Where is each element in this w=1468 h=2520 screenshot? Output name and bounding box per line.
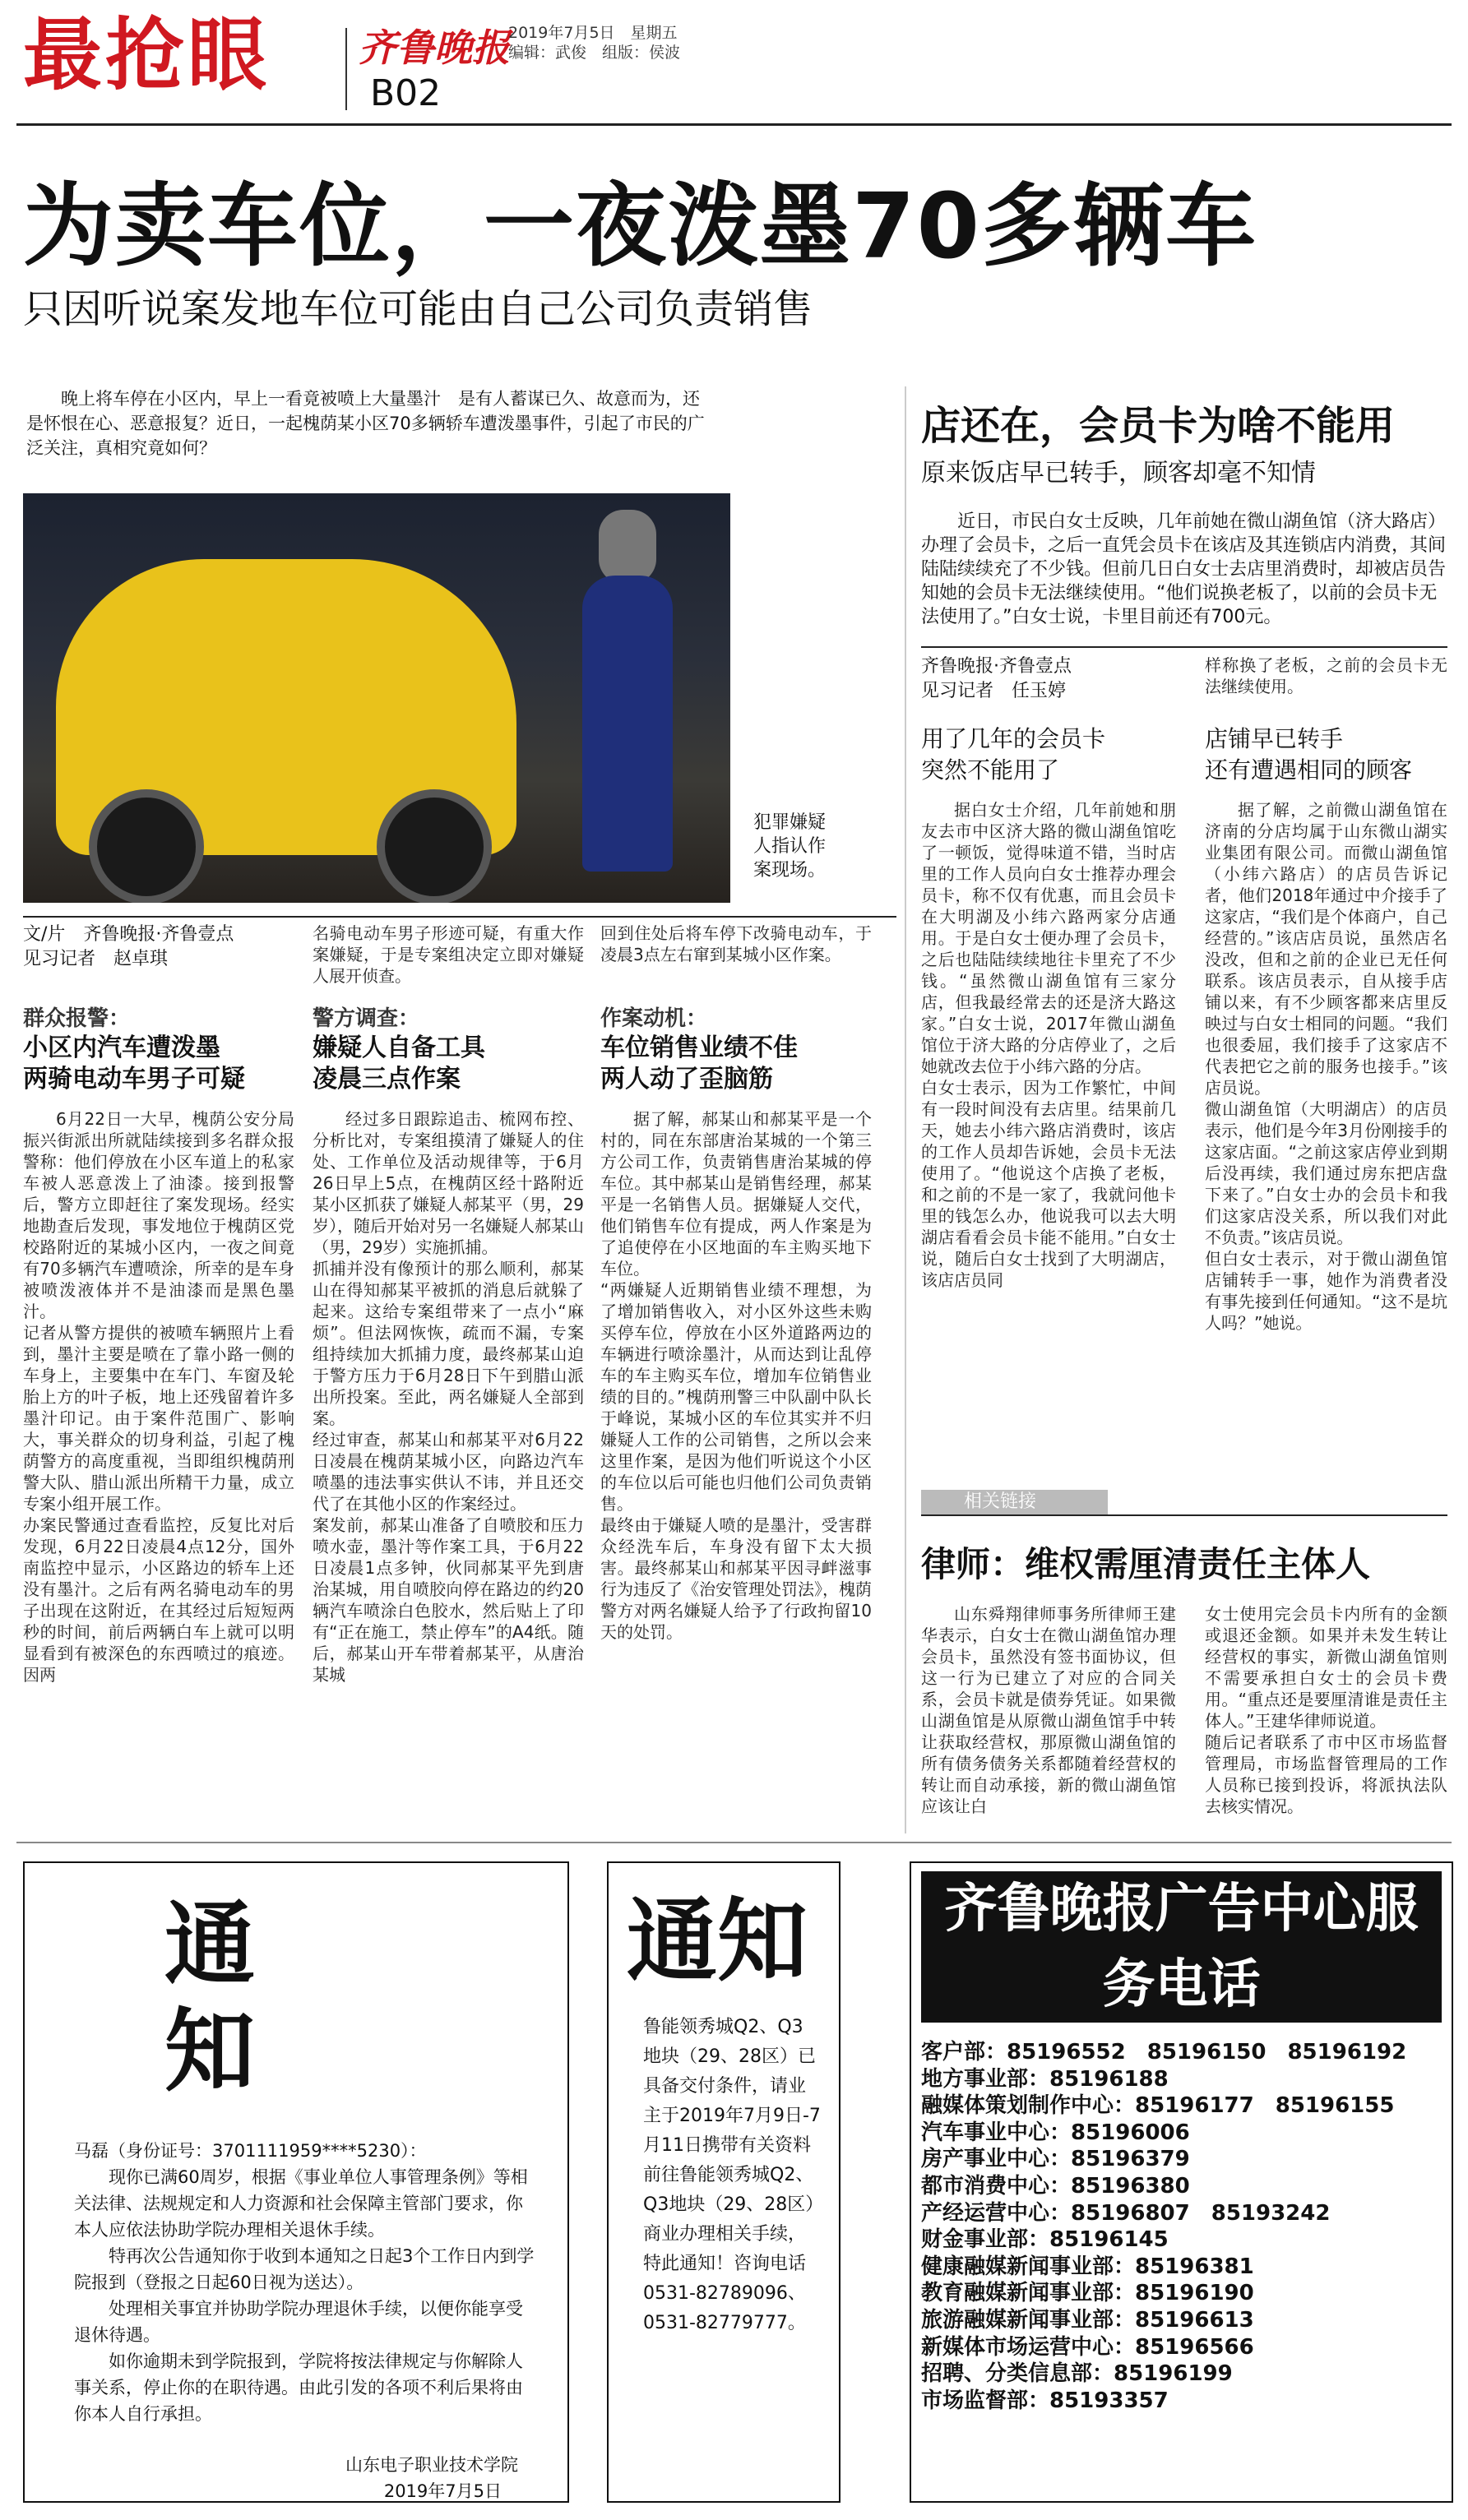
byline-line: 齐鲁晚报·齐鲁壹点	[921, 656, 1072, 677]
notice-box-1	[23, 1861, 569, 2503]
story-intro: 晚上将车停在小区内，早上一看竟被喷上大量墨汁 是有人蓄谋已久、故意而为，还是怀恨在心、恶意报复？近日，一起槐荫某小区70多辆轿车遭泼墨事件，引起了市民的广泛关注，真相究竟如何？	[26, 389, 705, 458]
divider	[921, 1514, 1447, 1516]
suspect-head-blurred	[599, 510, 656, 584]
notice-body	[25, 2105, 567, 2504]
side-story-title: 店还在，会员卡为啥不能用	[921, 403, 1396, 449]
main-headline: 为卖车位，一夜泼墨70多辆车	[23, 173, 1258, 279]
ad-phone-line: 财金事业部：85196145	[921, 2227, 1169, 2253]
column-kicker: 作案动机：	[600, 1006, 708, 1031]
editor-credit: 编辑：武俊 组版：侯波	[508, 44, 681, 62]
ad-phone-line: 地方事业部：85196188	[921, 2066, 1169, 2092]
column-lead: 名骑电动车男子形迹可疑，有重大作案嫌疑，于是专案组决定立即对嫌疑人展开侦查。	[313, 923, 584, 986]
column-title: 嫌疑人自备工具 凌晨三点作案	[313, 1033, 485, 1094]
suspect-figure	[582, 576, 673, 872]
ad-phone-line: 市场监督部：85193357	[921, 2388, 1169, 2413]
masthead-meta	[508, 23, 680, 62]
ad-section-rule	[16, 1842, 1452, 1843]
side-right-lead: 样称换了老板，之前的会员卡无法继续使用。	[1205, 655, 1447, 696]
byline-line: 文/片 齐鲁晚报·齐鲁壹点	[23, 924, 234, 945]
column-kicker: 群众报警：	[23, 1006, 131, 1031]
story-column-3	[600, 922, 872, 1643]
ad-phone-line: 产经运营中心：85196807 85193242	[921, 2200, 1331, 2226]
lawyer-text-right: 女士使用完会员卡内所有的金额或退还金额。如果并未发生转让经营权的事实，新微山湖鱼馆则不需要承担白女士的会员卡费用。“重点还是要厘清谁是责任主体人。”王建华律师说道。 随后记者联系了市中区市场监督管理局，市场监督管理局的工作人员称已接到投诉，将派执法队去核实情况。	[1205, 1604, 1447, 1816]
side-story-subtitle: 原来饭店早已转手，顾客却毫不知情	[921, 459, 1316, 488]
story-column-1	[23, 1005, 294, 1685]
byline	[23, 922, 294, 972]
column-text: 经过多日跟踪追击、梳网布控、分析比对，专案组摸清了嫌疑人的住处、工作单位及活动规律等，于6月26日早上5点，在槐荫区经十路附近某小区抓获了嫌疑人郝某平（男，29岁），随后开始对另一名嫌疑人郝某山（男，29岁）实施抓捕。 抓捕并没有像预计的那么顺利，郝某山在得知郝某平被抓的消息后就躲了起来。这给专案组带来了一点小“麻烦”。但法网恢恢，疏而不漏，专案组持续加大抓捕力度，最终郝某山迫于警方压力于6月28日下午到腊山派出所投案。至此，两名嫌疑人全部到案。 经过审查，郝某山和郝某平对6月22日凌晨在槐荫某城小区，向路边汽车喷墨的违法事实供认不讳，并且还交代了在其他小区的作案经过。 案发前，郝某山准备了自喷胶和压力喷水壶，墨汁等作案工具，于6月22日凌晨1点多钟，伙同郝某平先到唐治某城，用自喷胶向停在路边的约20辆汽车喷涂白色胶水，然后贴上了印有“正在施工，禁止停车”的A4纸。随后，郝某山开车带着郝某平，从唐治某城	[313, 1109, 584, 1685]
divider	[921, 646, 1447, 648]
column-title: 用了几年的会员卡 突然不能用了	[921, 725, 1106, 784]
car-wheel	[89, 789, 204, 903]
ad-phone-line: 房产事业中心：85196379	[921, 2147, 1190, 2172]
related-link-tag: 相关链接	[921, 1490, 1108, 1514]
side-byline	[921, 654, 1176, 704]
section-title: 最抢眼	[23, 9, 270, 101]
notice-line: 现你已满60周岁，根据《事业单位人事管理条例》等相关法律、法规规定和人力资源和社会保障主管部门要求，你本人应依法协助学院办理相关退休手续。	[74, 2167, 528, 2240]
ad-title: 齐鲁晚报广告中心服务电话	[921, 1871, 1442, 2023]
column-title: 小区内汽车遭泼墨 两骑电动车男子可疑	[23, 1033, 245, 1094]
ad-phone-line: 招聘、分类信息部：85196199	[921, 2361, 1233, 2387]
ad-phone-line: 教育融媒新闻事业部：85196190	[921, 2281, 1254, 2306]
byline-line: 见习记者 任玉婷	[921, 681, 1067, 701]
column-divider	[905, 386, 906, 1833]
notice-title: 通知	[627, 1889, 808, 1994]
notice-signature: 山东电子职业技术学院	[345, 2455, 518, 2475]
ad-phone-line: 新媒体市场运营中心：85196566	[921, 2334, 1254, 2360]
ad-phone-line: 客户部：85196552 85196150 85196192	[921, 2040, 1407, 2065]
notice-line: 处理相关事宜并协助学院办理退休手续，以便你能享受退休待遇。	[74, 2299, 523, 2345]
issue-date: 2019年7月5日 星期五	[508, 24, 678, 42]
column-text: 据白女士介绍，几年前她和朋友去市中区济大路的微山湖鱼馆吃了一顿饭，觉得味道不错，当时店里的工作人员向白女士推荐办理会员卡，称不仅有优惠，而且会员卡在大明湖及小纬六路两家分店通用。于是白女士便办理了会员卡，之后也陆陆续续地往卡里充了不少钱。“虽然微山湖鱼馆有三家分店，但我最经常去的还是济大路这家。”白女士说，2017年微山湖鱼馆位于济大路的分店停业了，之后她就改去位于小纬六路的分店。 白女士表示，因为工作繁忙，中间有一段时间没有去店里。结果前几天，她去小纬六路店消费时，该店的工作人员却告诉她，会员卡无法使用了。“他说这个店换了老板，和之前的不是一家了，我就问他卡里的钱怎么办，他说我可以去大明湖店看看会员卡能不能用。”白女士说，随后白女士找到了大明湖店，该店店员同	[921, 800, 1176, 1290]
column-text: 据了解，之前微山湖鱼馆在济南的分店均属于山东微山湖实业集团有限公司。而微山湖鱼馆（小纬六路店）的店员告诉记者，他们2018年通过中介接手了这家店，“我们是个体商户，自己经营的。”该店店员说，虽然店名没改，但和之前的企业已无任何联系。该店员表示，自从接手店铺以来，有不少顾客都来店里反映过与白女士相同的问题。“我们也很委屈，我们接手了这家店不代表把它之前的服务也接手。”该店员说。 微山湖鱼馆（大明湖店）的店员表示，他们是今年3月份刚接手的这家店面。“之前这家店停业到期后没再续，我们通过房东把店盘下来了。”白女士办的会员卡和我们这家店没关系，所以我们对此不负责。”该店员说。 但白女士表示，对于微山湖鱼馆店铺转手一事，她作为消费者没有事先接到任何通知。“这不是坑人吗？”她说。	[1205, 800, 1447, 1333]
side-column-a	[921, 724, 1176, 1291]
byline-line: 见习记者 赵卓琪	[23, 949, 169, 969]
ad-phone-line: 融媒体策划制作中心：85196177 85196155	[921, 2093, 1395, 2119]
column-text: 据了解，郝某山和郝某平是一个村的，同在东部唐治某城的一个第三方公司工作，负责销售唐治某城的停车位。其中郝某山是销售经理，郝某平是一名销售人员。据嫌疑人交代，他们销售车位有提成，两人作案是为了追使停在小区地面的车主购买地下车位。 “两嫌疑人近期销售业绩不理想，为了增加销售收入，对小区外这些未购买停车位，停放在小区外道路两边的车辆进行喷涂墨汁，从而达到让乱停车的车主购买车位，增加车位销售业绩的目的。”槐荫刑警三中队副中队长于峰说，某城小区的车位其实并不归嫌疑人工作的公司销售，之所以会来这里作案，是因为他们听说这个小区的车位以后可能也归他们公司负责销售。 最终由于嫌疑人喷的是墨汁，受害群众经洗车后，车身没有留下太大损害。最终郝某山和郝某平因寻衅滋事行为违反了《治安管理处罚法》，槐荫警方对两名嫌疑人给予了行政拘留10天的处罚。	[600, 1109, 872, 1642]
notice-box-2	[607, 1861, 841, 2503]
car-wheel	[377, 789, 492, 903]
column-kicker: 警方调查：	[313, 1006, 420, 1031]
notice-title: 通 知	[164, 1892, 444, 2104]
masthead-rule	[16, 123, 1452, 126]
ad-phone-line: 健康融媒新闻事业部：85196381	[921, 2254, 1254, 2279]
column-title: 车位销售业绩不佳 两人动了歪脑筋	[600, 1033, 798, 1094]
side-story-lead: 近日，市民白女士反映，几年前她在微山湖鱼馆（济大路店）办理了会员卡，之后一直凭会员卡在该店及其连锁店内消费，其间陆陆续续充了不少钱。但前几日白女士去店里消费时，却被店员告知她的会员卡无法继续使用。“他们说换老板了，以前的会员卡无法使用了。”白女士说，卡里目前还有700元。	[921, 511, 1447, 627]
divider	[23, 916, 896, 918]
ad-phone-list	[911, 2023, 1452, 2414]
lawyer-title: 律师：维权需厘清责任主体人	[921, 1544, 1371, 1584]
story-column-2	[313, 922, 584, 1685]
main-subheadline: 只因听说案发地车位可能由自己公司负责销售	[23, 286, 813, 332]
ad-phone-box	[910, 1861, 1453, 2503]
page-number: B02	[370, 72, 442, 114]
column-lead: 回到住处后将车停下改骑电动车，于凌晨3点左右窜到某城小区作案。	[600, 923, 872, 964]
ad-phone-line: 汽车事业中心：85196006	[921, 2120, 1190, 2145]
notice-date: 2019年7月5日	[383, 2481, 502, 2501]
side-column-b	[1205, 724, 1447, 1334]
news-photo	[23, 493, 730, 903]
ad-phone-line: 都市消费中心：85196380	[921, 2173, 1190, 2199]
column-title: 店铺早已转手 还有遭遇相同的顾客	[1205, 725, 1413, 784]
notice-body: 鲁能领秀城Q2、Q3地块（29、28区）已具备交付条件，请业主于2019年7月9日-7月11日携带有关资料前往鲁能领秀城Q2、Q3地块（29、28区）商业办理相关手续，特此通知！咨询电话0531-82789096、0531-82779777。	[643, 2017, 821, 2333]
column-text: 6月22日一大早，槐荫公安分局振兴街派出所就陆续接到多名群众报警称：他们停放在小区车道上的私家车被人恶意泼上了油漆。接到报警后，警方立即赶往了案发现场。经实地勘查后发现，事发地位于槐荫区党校路附近的某城小区内，一夜之间竟有70多辆汽车遭喷涂，所幸的是车身被喷泼液体并不是油漆而是黑色墨汁。 记者从警方提供的被喷车辆照片上看到，墨汁主要是喷在了靠小路一侧的车身上，主要集中在车门、车窗及轮胎上方的叶子板，地上还残留着许多墨汁印记。由于案件范围广、影响大，事关群众的切身利益，引起了槐荫警方的高度重视，当即组织槐荫刑警大队、腊山派出所精干力量，成立专案小组开展工作。 办案民警通过查看监控，反复比对后发现，6月22日凌晨4点12分，国外南监控中显示，小区路边的轿车上还没有墨汁。之后有两名骑电动车的男子出现在这附近，在其经过后短短两秒的时间，前后两辆白车上就可以明显看到有被深色的东西喷过的痕迹。因两	[23, 1109, 294, 1685]
photo-caption: 犯罪嫌疑人指认作案现场。	[753, 812, 827, 881]
lawyer-text-left: 山东舜翔律师事务所律师王建华表示，白女士在微山湖鱼馆办理会员卡，虽然没有签书面协议，但这一行为已建立了对应的合同关系，会员卡就是债券凭证。如果微山湖鱼馆是从原微山湖鱼馆手中转让获取经营权，那原微山湖鱼馆的所有债务债务关系都随着经营权的转让而自动承接，新的微山湖鱼馆应该让白	[921, 1604, 1176, 1816]
notice-line: 马磊（身份证号：3701111959****5230）：	[74, 2141, 427, 2161]
notice-line: 特再次公告通知你于收到本通知之日起3个工作日内到学院报到（登报之日起60日视为送达）。	[74, 2246, 535, 2292]
ad-phone-line: 旅游融媒新闻事业部：85196613	[921, 2307, 1254, 2333]
notice-line: 如你逾期未到学院报到，学院将按法律规定与你解除人事关系，停止你的在职待遇。由此引发的各项不利后果将由你本人自行承担。	[74, 2351, 523, 2424]
newspaper-logo: 齐鲁晚报	[359, 25, 510, 70]
masthead-divider	[345, 28, 347, 110]
